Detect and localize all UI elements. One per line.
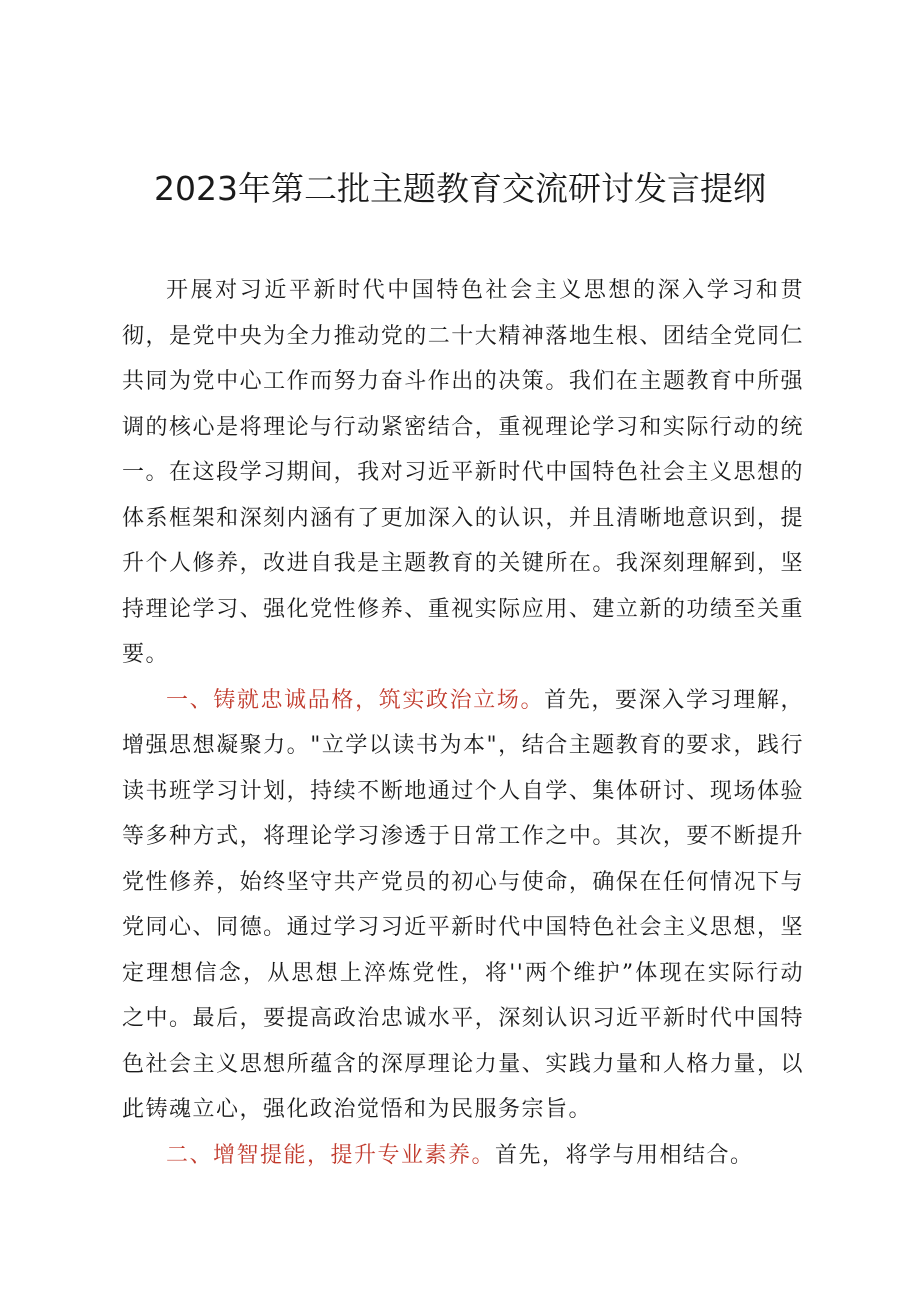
document-title: 2023年第二批主题教育交流研讨发言提纲 [154,169,766,208]
intro-paragraph-text: 开展对习近平新时代中国特色社会主义思想的深入学习和贯彻，是党中央为全力推动党的二十大精神落地生根、团结全党同仁共同为党中心工作而努力奋斗作出的决策。我们在主题教育中所强调的核心是将理论与行动紧密结合，重视理论学习和实际行动的统一。在这段学习期间，我对习近平新时代中国特色社会主义思想的体系框架和深刻内涵有了更加深入的认识，并且清晰地意识到，提升个人修养，改进自我是主题教育的关键所在。我深刻理解到，坚持理论学习、强化党性修养、重视实际应用、建立新的功绩至关重要。 [122,278,804,667]
section-one-text: 首先，要深入学习理解，增强思想凝聚力。"立学以读书为本"，结合主题教育的要求，践行读书班学习计划，持续不断地通过个人自学、集体研讨、现场体验等多种方式，将理论学习渗透于日常工作之中。其次，要不断提升党性修养，始终坚守共产党员的初心与使命，确保在任何情况下与党同心、同德。通过学习习近平新时代中国特色社会主义思想，坚定理想信念，从思想上淬炼党性，将''两个维护”体现在实际行动之中。最后，要提高政治忠诚水平，深刻认识习近平新时代中国特色社会主义思想所蕴含的深厚理论力量、实践力量和人格力量，以此铸魂立心，强化政治觉悟和为民服务宗旨。 [122,687,804,1122]
section-two-paragraph [122,1133,804,1179]
section-one-heading: 一、铸就忠诚品格，筑实政治立场。 [166,687,545,713]
document-body [122,268,804,1178]
section-one-paragraph [122,678,804,1133]
section-two-text: 首先，将学与用相结合。 [495,1142,754,1168]
intro-paragraph [122,268,804,678]
section-two-heading: 二、增智提能，提升专业素养。 [166,1142,496,1168]
